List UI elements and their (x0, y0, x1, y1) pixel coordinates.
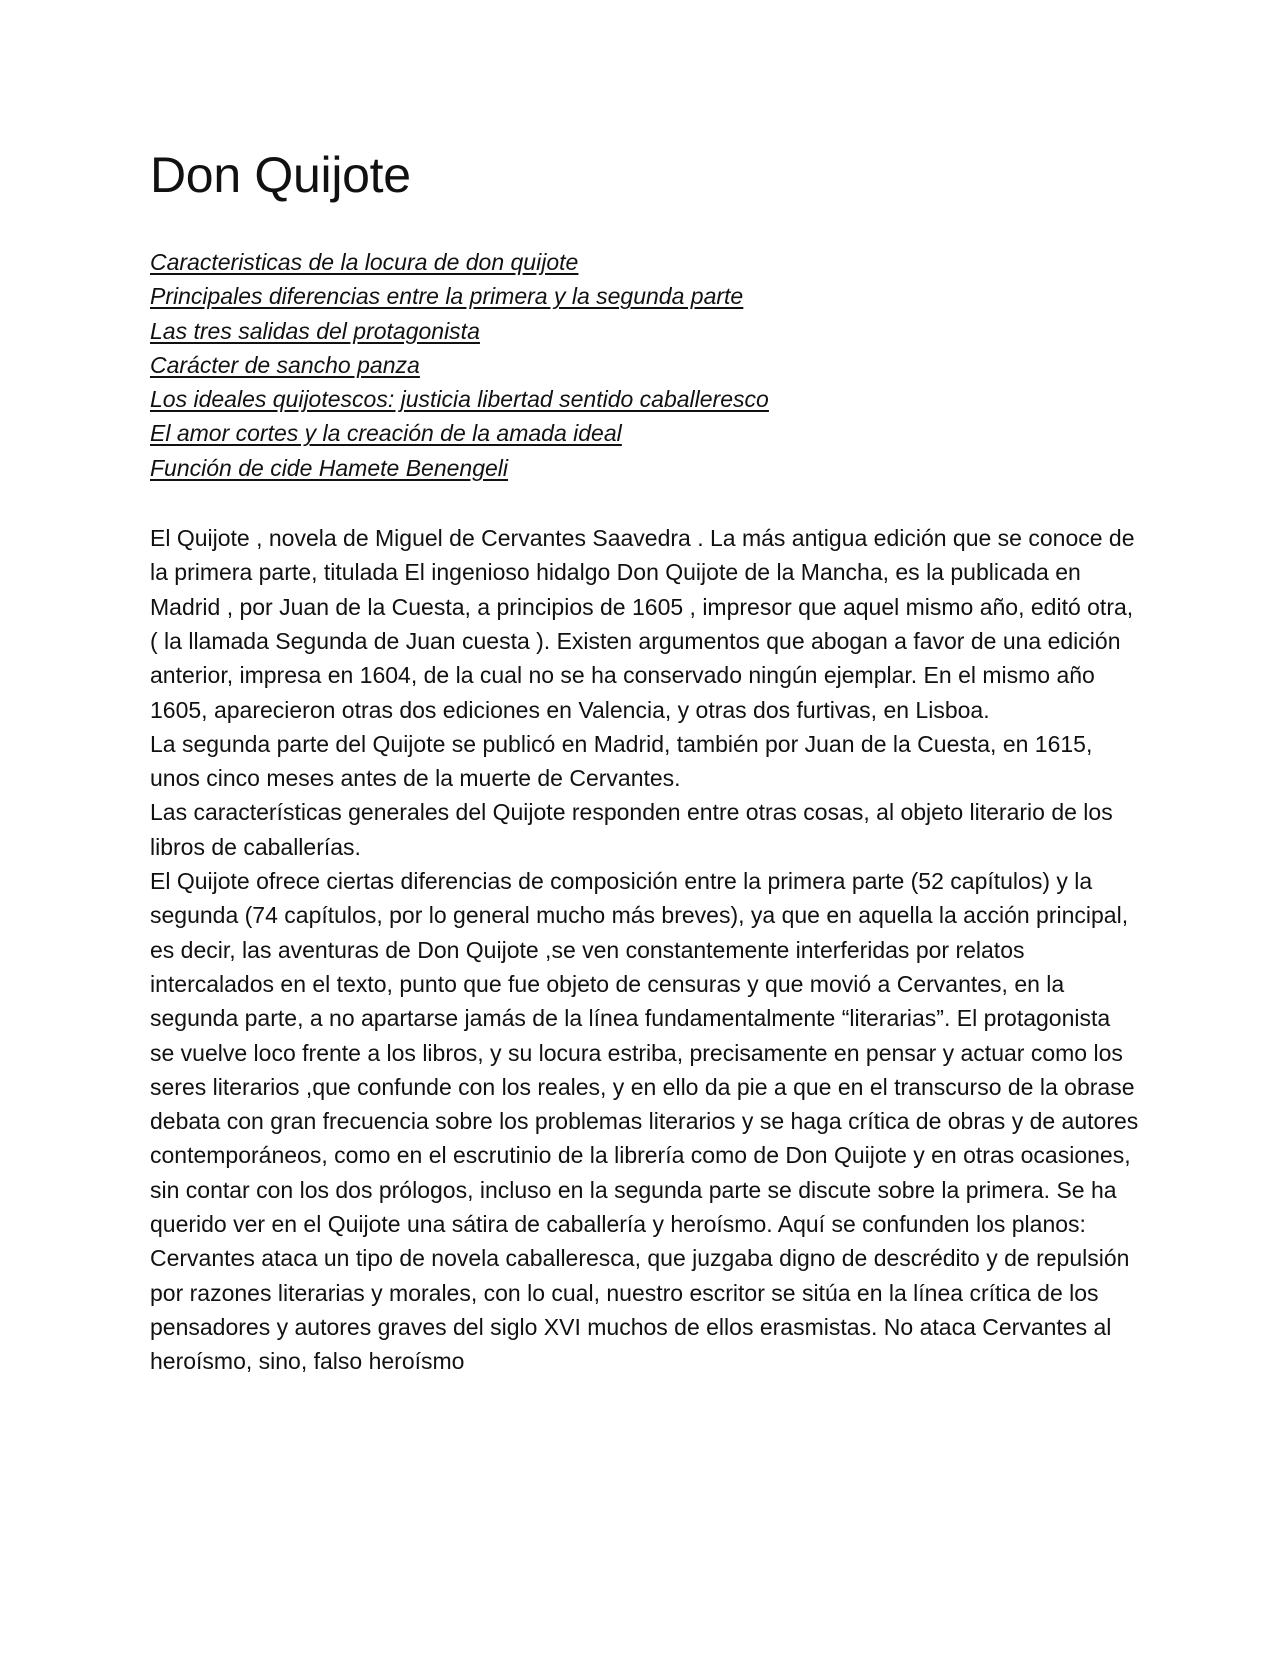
document-title: Don Quijote (150, 147, 411, 203)
paragraph: La segunda parte del Quijote se publicó en Madrid, también por Juan de la Cuesta, en 1615, unos cinco meses antes de la muerte de Cervantes. (150, 730, 1093, 792)
toc-item[interactable] (150, 382, 1140, 416)
document-body (150, 521, 1140, 1378)
toc-item[interactable] (150, 416, 1140, 450)
paragraph: El Quijote , novela de Miguel de Cervantes Saavedra . La más antigua edición que se conoce de la primera parte, titulada El ingenioso hidalgo Don Quijote de la Mancha, es la publicada en Madrid , por Juan de la Cuesta, a principios de 1605 , impresor que aquel mismo año, editó otra, ( la llamada Segunda de Juan cuesta ). Existen argumentos que abogan a favor de una edición anterior, impresa en 1604, de la cual no se ha conservado ningún ejemplar. En el mismo año 1605, aparecieron otras dos ediciones en Valencia, y otras dos furtivas, en Lisboa. (150, 525, 1135, 723)
toc-link[interactable]: Caracteristicas de la locura de don quijote (150, 249, 579, 275)
toc-link[interactable]: El amor cortes y la creación de la amada ideal (150, 420, 622, 447)
toc-item[interactable] (150, 314, 1140, 348)
toc-link[interactable]: Principales diferencias entre la primera y la segunda parte (150, 283, 744, 310)
paragraph: Las características generales del Quijote responden entre otras cosas, al objeto literario de los libros de caballerías. (150, 799, 1113, 860)
table-of-contents (150, 245, 1140, 485)
document-page (150, 148, 1140, 1379)
toc-link[interactable]: Función de cide Hamete Benengeli (150, 454, 509, 481)
toc-link[interactable]: Las tres salidas del protagonista (150, 317, 480, 344)
toc-link[interactable]: Carácter de sancho panza (150, 351, 420, 378)
toc-item[interactable] (150, 245, 1140, 279)
toc-item[interactable] (150, 348, 1140, 382)
toc-link[interactable]: Los ideales quijotescos: justicia libertad sentido caballeresco (150, 386, 769, 413)
paragraph: El Quijote ofrece ciertas diferencias de composición entre la primera parte (52 capítulos) y la segunda (74 capítulos, por lo general mucho más breves), ya que en aquella la acción principal, es decir, las aventuras de Don Quijote ,se ven constantemente interferidas por relatos intercalados en el texto, punto que fue objeto de censuras y que movió a Cervantes, en la segunda parte, a no apartarse jamás de la línea fundamentalmente “literarias”. El protagonista se vuelve loco frente a los libros, y su locura estriba, precisamente en pensar y actuar como los seres literarios ,que confunde con los reales, y en ello da pie a que en el transcurso de la obrase debata con gran frecuencia sobre los problemas literarios y se haga crítica de obras y de autores contemporáneos, como en el escrutinio de la librería como de Don Quijote y en otras ocasiones, sin contar con los dos prólogos, incluso en la segunda parte se discute sobre la primera. Se ha querido ver en el Quijote una sátira de caballería y heroísmo. Aquí se confunden los planos: Cervantes ataca un tipo de novela caballeresca, que juzgaba digno de descrédito y de repulsión por razones literarias y morales, con lo cual, nuestro escritor se sitúa en la línea crítica de los pensadores y autores graves del siglo XVI muchos de ellos erasmistas. No ataca Cervantes al heroísmo, sino, falso heroísmo (150, 868, 1139, 1375)
toc-item[interactable] (150, 451, 1140, 485)
toc-item[interactable] (150, 279, 1140, 313)
